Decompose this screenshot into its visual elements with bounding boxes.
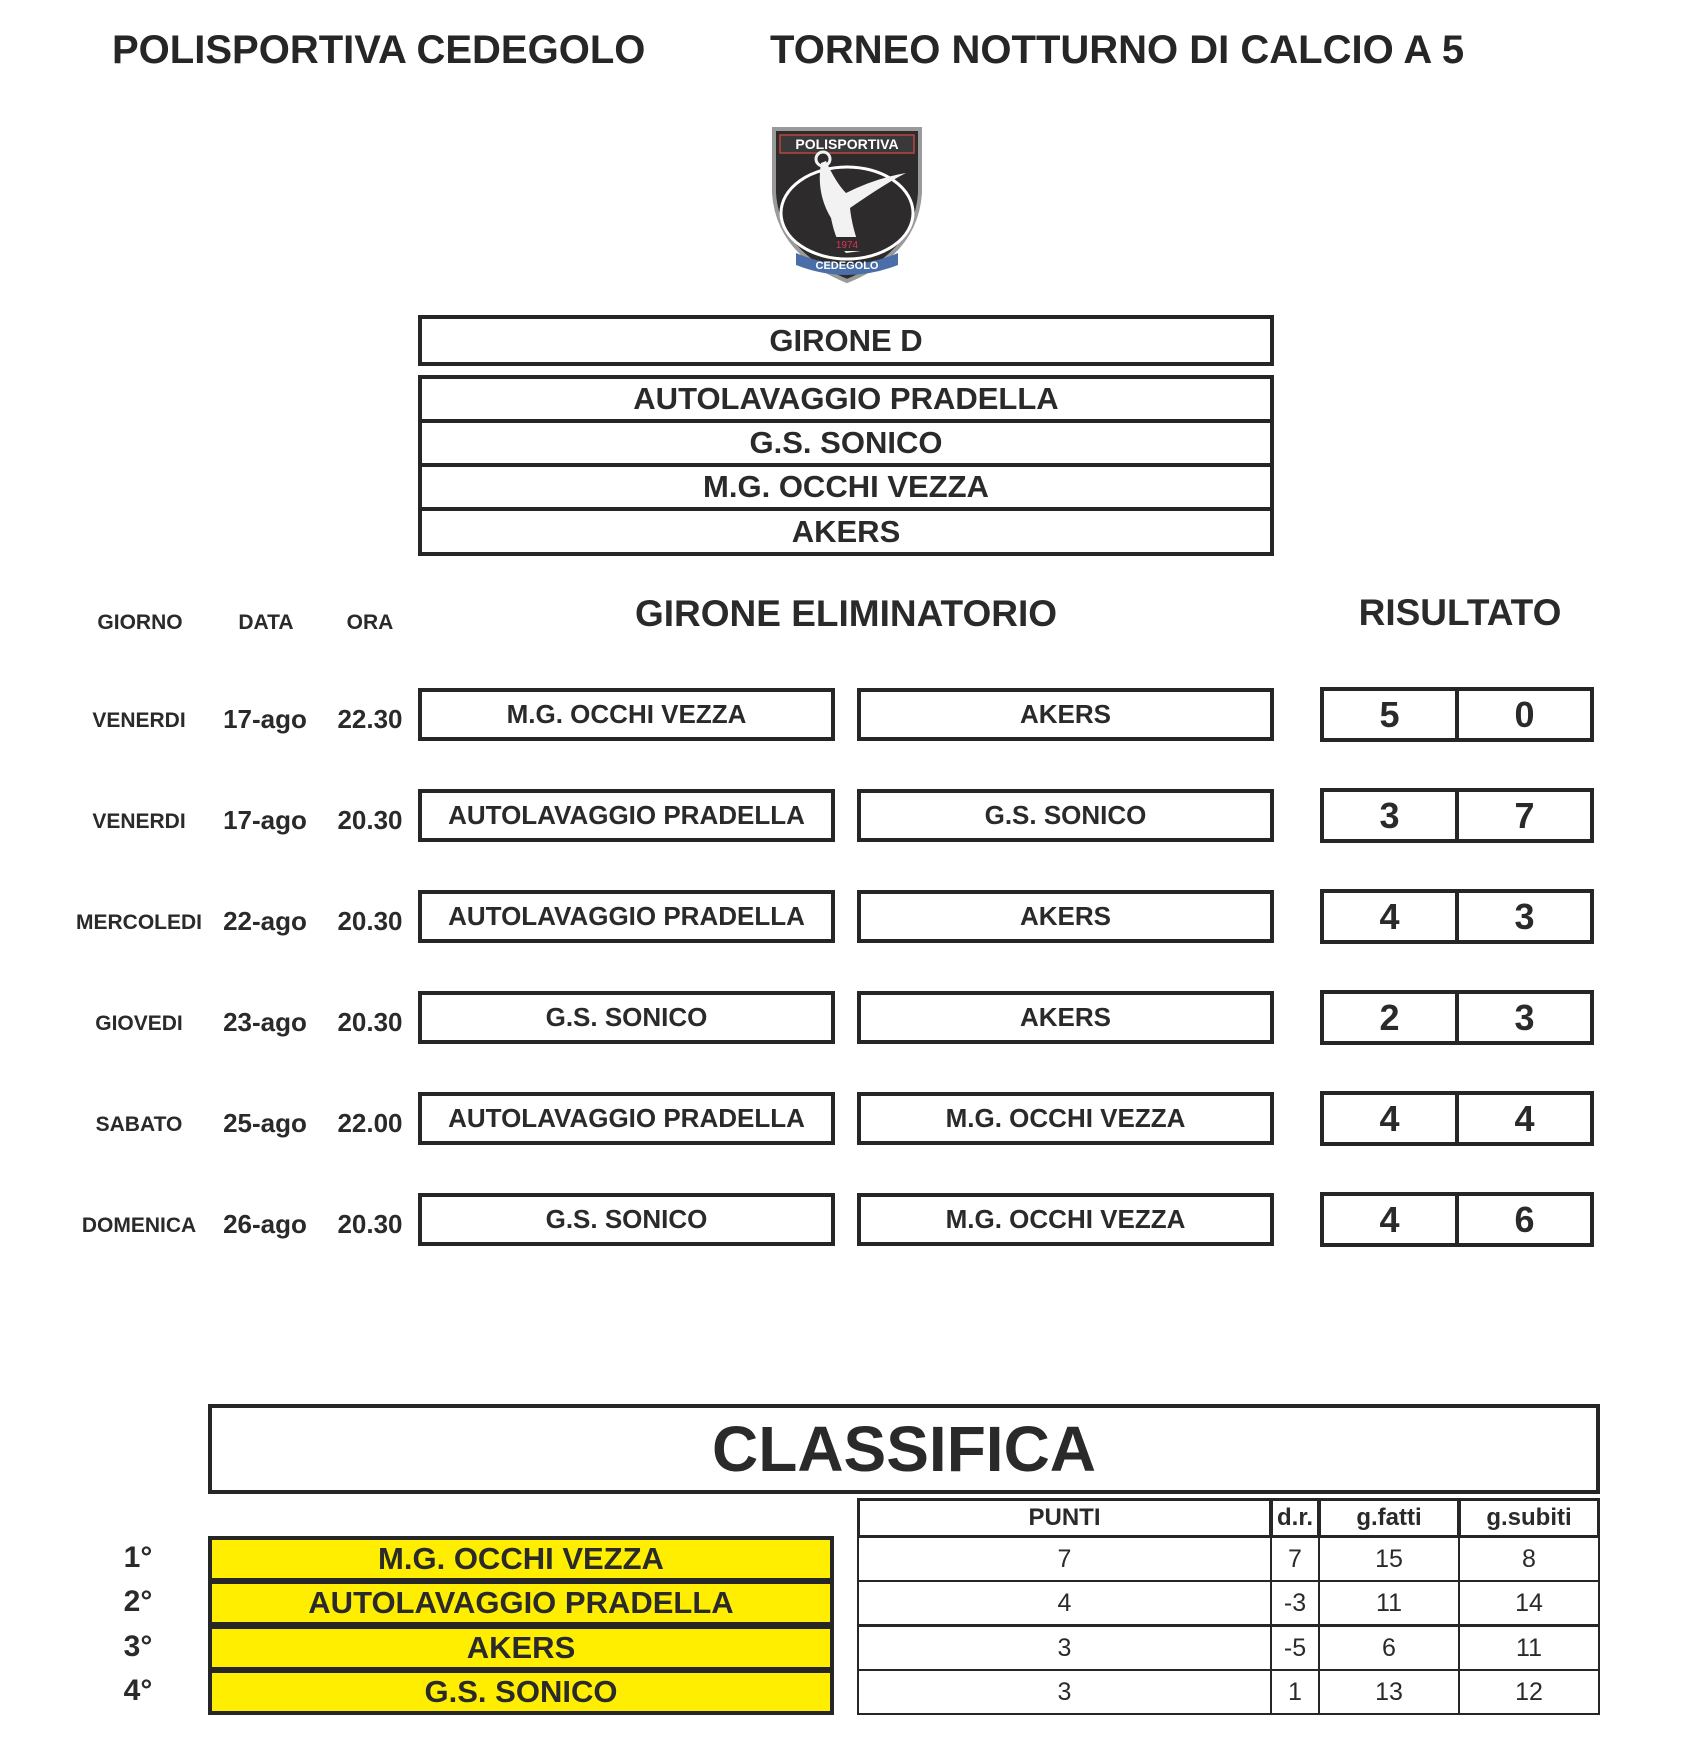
- tournament-title: TORNEO NOTTURNO DI CALCIO A 5: [770, 28, 1465, 72]
- standing-points: 4: [857, 1580, 1272, 1626]
- standing-points: 3: [857, 1669, 1272, 1715]
- match-date: 17-ago: [223, 704, 307, 734]
- schedule-title: GIRONE ELIMINATORIO: [634, 593, 1058, 634]
- match-day: VENERDI: [92, 709, 186, 732]
- standing-team: M.G. OCCHI VEZZA: [208, 1536, 834, 1582]
- match-home-team: AUTOLAVAGGIO PRADELLA: [418, 890, 835, 943]
- match-home-team: AUTOLAVAGGIO PRADELLA: [418, 1092, 835, 1145]
- match-time: 20.30: [337, 1209, 403, 1239]
- standing-team: AKERS: [208, 1625, 834, 1671]
- col-date-header: DATA: [238, 611, 294, 634]
- standing-points: 7: [857, 1536, 1272, 1582]
- standing-points: 3: [857, 1625, 1272, 1671]
- standing-conceded: 14: [1458, 1580, 1600, 1626]
- group-team-4: AKERS: [418, 507, 1274, 556]
- match-away-goals: 3: [1455, 990, 1594, 1045]
- standing-scored: 15: [1318, 1536, 1460, 1582]
- standing-conceded: 12: [1458, 1669, 1600, 1715]
- match-home-goals: 5: [1320, 687, 1459, 742]
- match-day: VENERDI: [92, 810, 186, 833]
- match-home-team: G.S. SONICO: [418, 1193, 835, 1246]
- group-team-3: M.G. OCCHI VEZZA: [418, 463, 1274, 511]
- logo-bottom-text: CEDEGOLO: [815, 260, 879, 272]
- club-title: POLISPORTIVA CEDEGOLO: [112, 28, 646, 72]
- col-conceded-header: g.subiti: [1458, 1498, 1600, 1538]
- standing-conceded: 8: [1458, 1536, 1600, 1582]
- col-points-header: PUNTI: [857, 1498, 1272, 1538]
- standing-diff: -3: [1270, 1580, 1320, 1626]
- match-away-goals: 0: [1455, 687, 1594, 742]
- match-away-goals: 6: [1455, 1192, 1594, 1247]
- match-home-goals: 2: [1320, 990, 1459, 1045]
- standing-scored: 11: [1318, 1580, 1460, 1626]
- match-day: GIOVEDI: [95, 1012, 183, 1035]
- standing-team: G.S. SONICO: [208, 1669, 834, 1715]
- match-time: 22.30: [337, 704, 403, 734]
- standings-title: CLASSIFICA: [208, 1404, 1600, 1494]
- logo-year: 1974: [835, 240, 859, 251]
- match-time: 20.30: [337, 805, 403, 835]
- match-time: 22.00: [337, 1108, 403, 1138]
- match-away-team: AKERS: [857, 890, 1274, 943]
- logo-top-text: POLISPORTIVA: [795, 136, 899, 152]
- match-time: 20.30: [337, 906, 403, 936]
- standing-scored: 13: [1318, 1669, 1460, 1715]
- match-away-team: M.G. OCCHI VEZZA: [857, 1193, 1274, 1246]
- match-home-team: M.G. OCCHI VEZZA: [418, 688, 835, 741]
- standing-diff: 1: [1270, 1669, 1320, 1715]
- match-home-team: G.S. SONICO: [418, 991, 835, 1044]
- result-title: RISULTATO: [1358, 592, 1562, 633]
- col-scored-header: g.fatti: [1318, 1498, 1460, 1538]
- group-team-1: AUTOLAVAGGIO PRADELLA: [418, 375, 1274, 423]
- match-home-goals: 4: [1320, 889, 1459, 944]
- match-home-goals: 4: [1320, 1091, 1459, 1146]
- group-title: GIRONE D: [418, 315, 1274, 366]
- col-diff-header: d.r.: [1270, 1498, 1320, 1538]
- match-date: 25-ago: [223, 1108, 307, 1138]
- match-time: 20.30: [337, 1007, 403, 1037]
- standing-position: 1°: [123, 1541, 153, 1574]
- match-away-goals: 4: [1455, 1091, 1594, 1146]
- match-home-goals: 4: [1320, 1192, 1459, 1247]
- standing-position: 2°: [123, 1585, 153, 1618]
- match-day: MERCOLEDI: [76, 911, 202, 934]
- match-away-team: G.S. SONICO: [857, 789, 1274, 842]
- match-away-team: AKERS: [857, 688, 1274, 741]
- standing-position: 3°: [123, 1630, 153, 1663]
- match-date: 22-ago: [223, 906, 307, 936]
- match-home-team: AUTOLAVAGGIO PRADELLA: [418, 789, 835, 842]
- standing-team: AUTOLAVAGGIO PRADELLA: [208, 1580, 834, 1626]
- standing-position: 4°: [123, 1674, 153, 1707]
- match-date: 26-ago: [223, 1209, 307, 1239]
- club-logo: [766, 123, 928, 285]
- match-away-team: AKERS: [857, 991, 1274, 1044]
- group-team-2: G.S. SONICO: [418, 419, 1274, 467]
- col-day-header: GIORNO: [97, 611, 183, 634]
- standing-diff: -5: [1270, 1625, 1320, 1671]
- col-time-header: ORA: [346, 611, 394, 634]
- standing-scored: 6: [1318, 1625, 1460, 1671]
- standing-diff: 7: [1270, 1536, 1320, 1582]
- match-date: 23-ago: [223, 1007, 307, 1037]
- match-day: DOMENICA: [81, 1214, 197, 1237]
- match-away-team: M.G. OCCHI VEZZA: [857, 1092, 1274, 1145]
- match-date: 17-ago: [223, 805, 307, 835]
- match-away-goals: 3: [1455, 889, 1594, 944]
- match-day: SABATO: [95, 1113, 183, 1136]
- match-away-goals: 7: [1455, 788, 1594, 843]
- standing-conceded: 11: [1458, 1625, 1600, 1671]
- match-home-goals: 3: [1320, 788, 1459, 843]
